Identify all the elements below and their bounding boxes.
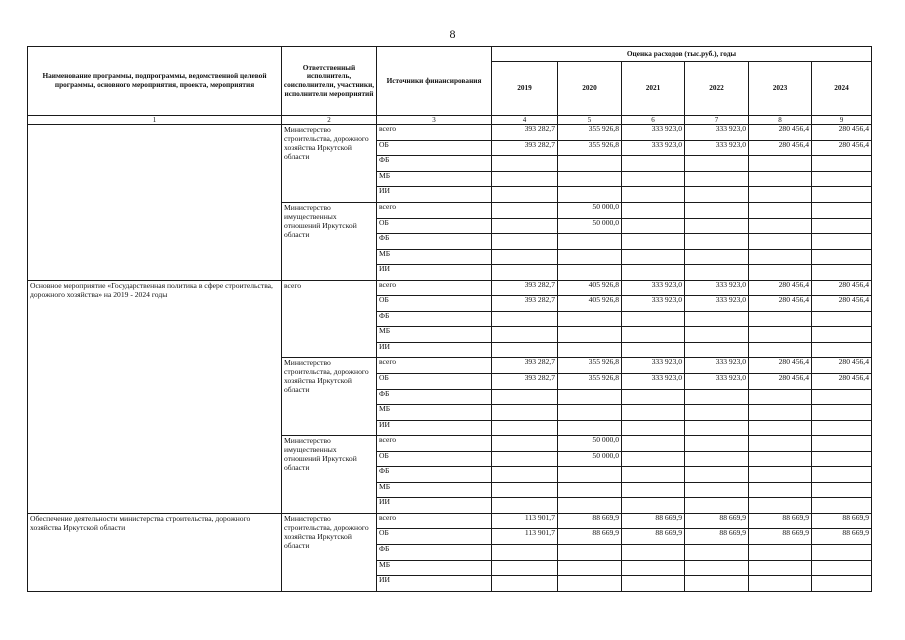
value-cell [812, 249, 872, 265]
value-cell [492, 436, 558, 452]
value-cell [492, 420, 558, 436]
value-cell: 355 926,8 [558, 125, 622, 141]
value-cell [749, 187, 812, 203]
value-cell: 333 923,0 [685, 140, 749, 156]
source-cell: МБ [377, 405, 492, 421]
value-cell [685, 436, 749, 452]
value-cell [749, 202, 812, 218]
program-name-cell: Основное мероприятие «Государственная политика в сфере строительства, дорожного хозяйства» на 2019 - 2024 годы [28, 280, 282, 513]
budget-table [27, 46, 872, 592]
value-cell [492, 560, 558, 576]
source-cell: ОБ [377, 296, 492, 312]
value-cell: 333 923,0 [622, 125, 685, 141]
source-cell: ФБ [377, 156, 492, 172]
value-cell [749, 218, 812, 234]
value-cell [622, 171, 685, 187]
value-cell [812, 342, 872, 358]
source-cell: всего [377, 436, 492, 452]
value-cell [749, 389, 812, 405]
value-cell: 333 923,0 [622, 296, 685, 312]
value-cell [558, 560, 622, 576]
value-cell [622, 498, 685, 514]
value-cell [492, 451, 558, 467]
source-cell: ОБ [377, 140, 492, 156]
value-cell [558, 405, 622, 421]
source-cell: МБ [377, 482, 492, 498]
value-cell: 280 456,4 [812, 280, 872, 296]
column-number: 4 [492, 116, 558, 125]
value-cell [558, 171, 622, 187]
source-cell: всего [377, 513, 492, 529]
value-cell [685, 327, 749, 343]
column-number: 7 [685, 116, 749, 125]
value-cell [812, 545, 872, 561]
value-cell [749, 311, 812, 327]
source-cell: ФБ [377, 389, 492, 405]
value-cell [558, 498, 622, 514]
value-cell [622, 342, 685, 358]
value-cell [622, 467, 685, 483]
value-cell: 88 669,9 [622, 513, 685, 529]
value-cell [622, 265, 685, 281]
value-cell [749, 560, 812, 576]
value-cell [558, 156, 622, 172]
value-cell [749, 234, 812, 250]
source-cell: ИИ [377, 265, 492, 281]
value-cell [812, 482, 872, 498]
table-row [28, 280, 872, 296]
value-cell [622, 311, 685, 327]
value-cell: 50 000,0 [558, 451, 622, 467]
source-cell: ИИ [377, 576, 492, 592]
value-cell: 88 669,9 [685, 529, 749, 545]
value-cell [685, 467, 749, 483]
value-cell [749, 467, 812, 483]
value-cell [812, 171, 872, 187]
value-cell: 280 456,4 [749, 358, 812, 374]
value-cell [749, 498, 812, 514]
value-cell [749, 405, 812, 421]
value-cell [812, 498, 872, 514]
value-cell [685, 545, 749, 561]
value-cell: 393 282,7 [492, 296, 558, 312]
table-row [28, 125, 872, 141]
value-cell [492, 342, 558, 358]
value-cell [685, 311, 749, 327]
value-cell: 113 901,7 [492, 529, 558, 545]
value-cell: 88 669,9 [749, 529, 812, 545]
value-cell [749, 327, 812, 343]
value-cell: 280 456,4 [812, 140, 872, 156]
value-cell [749, 420, 812, 436]
value-cell [558, 265, 622, 281]
responsible-cell: Министерство строительства, дорожного хозяйства Иркутской области [282, 125, 377, 203]
value-cell [685, 187, 749, 203]
value-cell [492, 467, 558, 483]
value-cell [492, 249, 558, 265]
column-number: 6 [622, 116, 685, 125]
value-cell [749, 171, 812, 187]
value-cell [492, 156, 558, 172]
column-number: 3 [377, 116, 492, 125]
value-cell: 280 456,4 [749, 280, 812, 296]
value-cell [622, 451, 685, 467]
source-cell: всего [377, 280, 492, 296]
source-cell: ОБ [377, 218, 492, 234]
value-cell: 50 000,0 [558, 436, 622, 452]
value-cell [558, 420, 622, 436]
value-cell [749, 265, 812, 281]
value-cell: 393 282,7 [492, 374, 558, 390]
value-cell [492, 545, 558, 561]
value-cell: 355 926,8 [558, 140, 622, 156]
value-cell: 88 669,9 [812, 513, 872, 529]
source-cell: всего [377, 202, 492, 218]
value-cell [812, 389, 872, 405]
value-cell [812, 560, 872, 576]
value-cell [558, 234, 622, 250]
table-row [28, 513, 872, 529]
column-number: 8 [749, 116, 812, 125]
column-number: 2 [282, 116, 377, 125]
value-cell [492, 202, 558, 218]
value-cell: 50 000,0 [558, 218, 622, 234]
value-cell [685, 576, 749, 592]
value-cell [622, 156, 685, 172]
source-cell: всего [377, 358, 492, 374]
header-responsible-column: Ответственный исполнитель, соисполнители, участники, исполнители мероприятий [282, 47, 377, 116]
value-cell: 88 669,9 [812, 529, 872, 545]
value-cell [685, 405, 749, 421]
value-cell: 280 456,4 [749, 296, 812, 312]
value-cell [492, 311, 558, 327]
value-cell [685, 265, 749, 281]
value-cell: 280 456,4 [812, 358, 872, 374]
program-name-cell: Обеспечение деятельности министерства строительства, дорожного хозяйства Иркутской области [28, 513, 282, 591]
value-cell [558, 482, 622, 498]
value-cell [492, 405, 558, 421]
value-cell [812, 202, 872, 218]
responsible-cell: Министерство имущественных отношений Иркутской области [282, 436, 377, 514]
source-cell: ИИ [377, 498, 492, 514]
value-cell [685, 389, 749, 405]
value-cell: 405 926,8 [558, 296, 622, 312]
column-number: 5 [558, 116, 622, 125]
value-cell [492, 265, 558, 281]
header-year: 2023 [749, 62, 812, 116]
value-cell [558, 249, 622, 265]
value-cell: 280 456,4 [812, 296, 872, 312]
responsible-cell: Министерство строительства, дорожного хозяйства Иркутской области [282, 513, 377, 591]
value-cell [622, 249, 685, 265]
source-cell: ФБ [377, 545, 492, 561]
value-cell: 393 282,7 [492, 280, 558, 296]
value-cell: 88 669,9 [622, 529, 685, 545]
value-cell: 355 926,8 [558, 374, 622, 390]
source-cell: ФБ [377, 467, 492, 483]
value-cell: 280 456,4 [749, 140, 812, 156]
value-cell: 393 282,7 [492, 358, 558, 374]
value-cell [749, 342, 812, 358]
value-cell: 393 282,7 [492, 125, 558, 141]
value-cell [558, 545, 622, 561]
page-number: 8 [449, 27, 456, 41]
value-cell [558, 327, 622, 343]
value-cell [622, 405, 685, 421]
value-cell: 333 923,0 [685, 374, 749, 390]
value-cell [558, 389, 622, 405]
value-cell [749, 482, 812, 498]
header-source-column: Источники финансирования [377, 47, 492, 116]
value-cell [622, 560, 685, 576]
column-number-row [28, 116, 872, 125]
value-cell [492, 234, 558, 250]
value-cell [812, 436, 872, 452]
value-cell: 405 926,8 [558, 280, 622, 296]
value-cell: 88 669,9 [558, 529, 622, 545]
value-cell [622, 482, 685, 498]
value-cell: 333 923,0 [685, 280, 749, 296]
value-cell [622, 389, 685, 405]
value-cell [749, 249, 812, 265]
value-cell [492, 482, 558, 498]
value-cell [492, 389, 558, 405]
value-cell [749, 436, 812, 452]
value-cell [558, 311, 622, 327]
value-cell: 333 923,0 [622, 374, 685, 390]
value-cell [812, 265, 872, 281]
column-number: 9 [812, 116, 872, 125]
value-cell: 280 456,4 [749, 125, 812, 141]
value-cell [558, 576, 622, 592]
value-cell [622, 202, 685, 218]
value-cell [622, 218, 685, 234]
source-cell: МБ [377, 327, 492, 343]
header-year: 2020 [558, 62, 622, 116]
value-cell [812, 218, 872, 234]
value-cell [685, 498, 749, 514]
source-cell: ОБ [377, 374, 492, 390]
value-cell [749, 576, 812, 592]
value-cell: 393 282,7 [492, 140, 558, 156]
value-cell [492, 187, 558, 203]
source-cell: всего [377, 125, 492, 141]
value-cell [622, 234, 685, 250]
value-cell [749, 451, 812, 467]
responsible-cell: Министерство строительства, дорожного хозяйства Иркутской области [282, 358, 377, 436]
value-cell [685, 560, 749, 576]
responsible-cell: Министерство имущественных отношений Иркутской области [282, 202, 377, 280]
value-cell [622, 327, 685, 343]
source-cell: ИИ [377, 342, 492, 358]
value-cell [622, 576, 685, 592]
value-cell [558, 467, 622, 483]
value-cell [749, 545, 812, 561]
value-cell [812, 156, 872, 172]
value-cell [812, 187, 872, 203]
header-year: 2024 [812, 62, 872, 116]
value-cell: 333 923,0 [685, 296, 749, 312]
source-cell: ФБ [377, 311, 492, 327]
value-cell [749, 156, 812, 172]
value-cell [812, 327, 872, 343]
value-cell: 355 926,8 [558, 358, 622, 374]
value-cell: 333 923,0 [622, 280, 685, 296]
column-number: 1 [28, 116, 282, 125]
value-cell: 88 669,9 [685, 513, 749, 529]
value-cell [685, 249, 749, 265]
value-cell [622, 436, 685, 452]
value-cell: 333 923,0 [622, 358, 685, 374]
value-cell: 333 923,0 [685, 125, 749, 141]
value-cell [812, 576, 872, 592]
value-cell [685, 482, 749, 498]
value-cell [812, 420, 872, 436]
value-cell: 333 923,0 [685, 358, 749, 374]
value-cell [492, 576, 558, 592]
header-year: 2021 [622, 62, 685, 116]
value-cell [685, 451, 749, 467]
value-cell [685, 234, 749, 250]
value-cell [812, 451, 872, 467]
value-cell: 88 669,9 [558, 513, 622, 529]
source-cell: ФБ [377, 234, 492, 250]
header-year: 2022 [685, 62, 749, 116]
value-cell [492, 218, 558, 234]
header-year: 2019 [492, 62, 558, 116]
value-cell [685, 156, 749, 172]
table-body [28, 125, 872, 591]
value-cell [685, 218, 749, 234]
value-cell [622, 420, 685, 436]
source-cell: МБ [377, 249, 492, 265]
value-cell [685, 342, 749, 358]
value-cell [622, 545, 685, 561]
value-cell: 280 456,4 [812, 125, 872, 141]
source-cell: МБ [377, 560, 492, 576]
value-cell [558, 187, 622, 203]
value-cell [685, 420, 749, 436]
value-cell [492, 171, 558, 187]
source-cell: ИИ [377, 420, 492, 436]
value-cell: 88 669,9 [749, 513, 812, 529]
value-cell [685, 202, 749, 218]
value-cell: 333 923,0 [622, 140, 685, 156]
value-cell [622, 187, 685, 203]
source-cell: МБ [377, 171, 492, 187]
value-cell: 280 456,4 [812, 374, 872, 390]
value-cell [558, 342, 622, 358]
value-cell [685, 171, 749, 187]
program-name-cell [28, 125, 282, 280]
value-cell [492, 327, 558, 343]
value-cell [812, 405, 872, 421]
value-cell [812, 311, 872, 327]
source-cell: ИИ [377, 187, 492, 203]
value-cell [812, 234, 872, 250]
value-cell: 280 456,4 [749, 374, 812, 390]
source-cell: ОБ [377, 451, 492, 467]
header-name-column: Наименование программы, подпрограммы, ведомственной целевой программы, основного мероприятия, проекта, мероприятия [28, 47, 282, 116]
responsible-cell: всего [282, 280, 377, 358]
header-estimate: Оценка расходов (тыс.руб.), годы [492, 47, 872, 62]
value-cell [812, 467, 872, 483]
value-cell: 113 901,7 [492, 513, 558, 529]
value-cell: 50 000,0 [558, 202, 622, 218]
source-cell: ОБ [377, 529, 492, 545]
value-cell [492, 498, 558, 514]
